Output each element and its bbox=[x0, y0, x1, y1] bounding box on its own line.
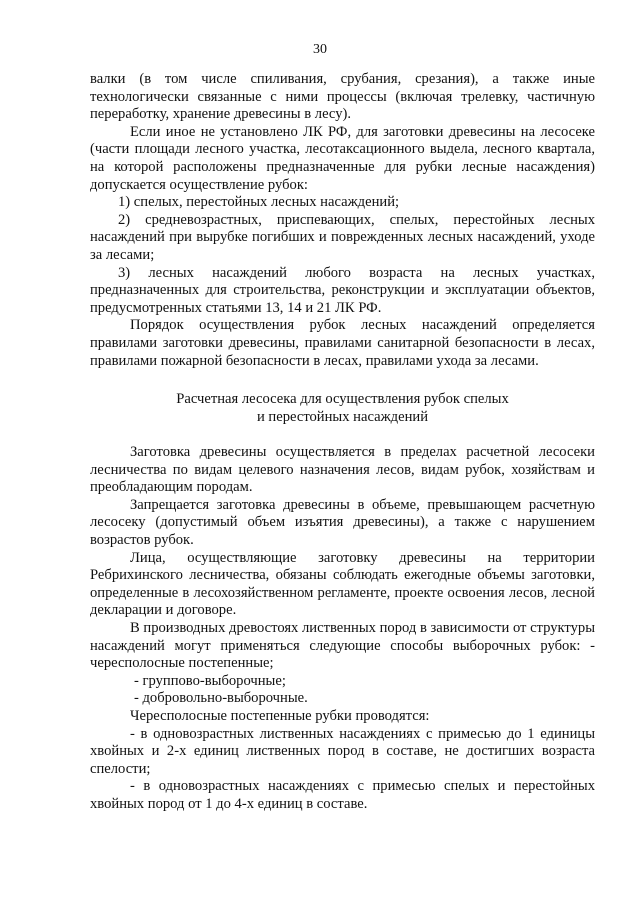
section-heading-line: Расчетная лесосека для осуществления рубок спелых bbox=[176, 391, 509, 408]
paragraph: валки (в том числе спиливания, срубания, срезания), а также иные технологически связанные с ними процессы (включая трелевку, частичную переработку, хранение древесины в лесу). bbox=[90, 71, 595, 123]
paragraph: Если иное не установлено ЛК РФ, для заготовки древесины на лесосеке (части площади лесного участка, лесотаксационного выдела, лесного квартала, на которой расположены предназначенные для рубки лесные насаждения) допускается осуществление рубок: bbox=[90, 123, 595, 193]
section-heading bbox=[90, 390, 595, 426]
page-number: 30 bbox=[313, 42, 327, 57]
list-item: - в одновозрастных насаждениях с примесью спелых и перестойных хвойных пород от 1 до 4-х единиц в составе. bbox=[90, 778, 595, 812]
list-item: - в одновозрастных лиственных насаждениях с примесью до 1 единицы хвойных и 2-х единиц лиственных пород в составе, не достигших возраста спелости; bbox=[90, 725, 595, 777]
list-item: - добровольно-выборочные. bbox=[134, 690, 308, 707]
paragraph: В производных древостоях лиственных пород в зависимости от структуры насаждений могут применяться следующие способы выборочных рубок: - чересполосные постепенные; bbox=[90, 620, 595, 672]
list-item: - группово-выборочные; bbox=[134, 672, 286, 689]
section-heading-line: и перестойных насаждений bbox=[256, 409, 429, 426]
paragraph: Запрещается заготовка древесины в объеме, превышающем расчетную лесосеку (допустимый объем изъятия древесины), а также с нарушением возрастов рубок. bbox=[90, 496, 595, 549]
list-item: 1) спелых, перестойных лесных насаждений; bbox=[118, 194, 400, 211]
paragraph: Чересполосные постепенные рубки проводятся: bbox=[130, 708, 430, 724]
list-item: 2) средневозрастных, приспевающих, спелых, перестойных лесных насаждений при вырубке погибших и поврежденных лесных насаждений, уходе за лесами; bbox=[90, 211, 595, 263]
paragraph: Заготовка древесины осуществляется в пределах расчетной лесосеки лесничества по видам целевого назначения лесов, видам рубок, хозяйствам и преобладающим породам. bbox=[90, 444, 595, 496]
paragraph: Лица, осуществляющие заготовку древесины на территории Ребрихинского лесничества, обязаны соблюдать ежегодные объемы заготовки, определенные в лесохозяйственном регламенте, проекте освоения лесов, лесной декларации и договоре. bbox=[90, 549, 595, 619]
document-body bbox=[90, 71, 595, 814]
paragraph: Порядок осуществления рубок лесных насаждений определяется правилами заготовки древесины, правилами санитарной безопасности в лесах, правилами пожарной безопасности в лесах, правилами ухода за лесами. bbox=[90, 317, 595, 369]
list-item: 3) лесных насаждений любого возраста на лесных участках, предназначенных для строительства, реконструкции и эксплуатации объектов, предусмотренных статьями 13, 14 и 21 ЛК РФ. bbox=[90, 264, 595, 316]
